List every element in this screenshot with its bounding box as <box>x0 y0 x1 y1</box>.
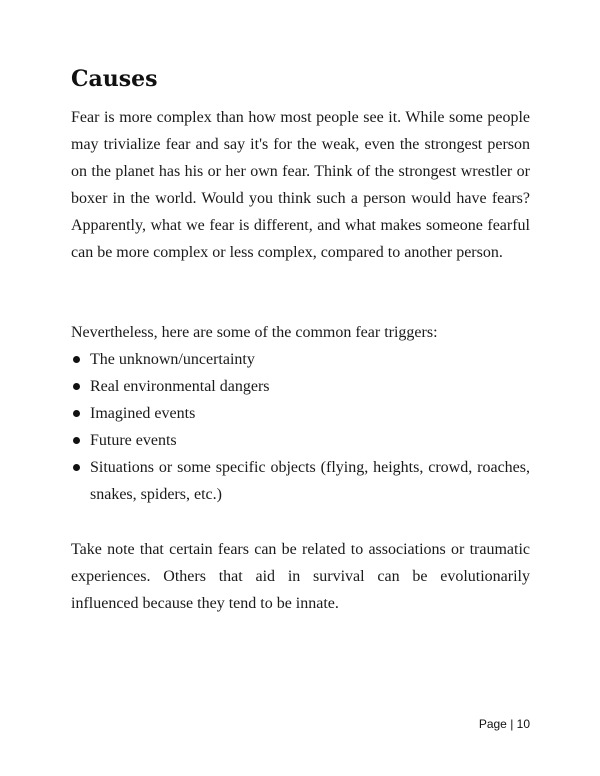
bullet-icon <box>73 383 80 390</box>
intro-paragraph: Fear is more complex than how most people see it. While some people may trivialize fear and say it's for the weak, even the strongest person on the planet has his or her own fear. Think of the strongest wrestler or boxer in the world. Would you think such a person would have fears? Apparently, what we fear is different, and what makes someone fearful can be more complex or less complex, compared to another person. <box>71 109 530 261</box>
list-item <box>71 400 530 427</box>
section-heading: Causes <box>71 66 158 92</box>
list-item-text: Future events <box>90 432 177 449</box>
closing-paragraph: Take note that certain fears can be related to associations or traumatic experiences. Others that aid in survival can be evolutionarily influenced because they tend to be innate. <box>71 541 530 612</box>
list-item <box>71 373 530 400</box>
list-item-text: Real environmental dangers <box>90 378 270 395</box>
bullet-icon <box>73 356 80 363</box>
list-item <box>71 454 530 508</box>
list-item-text: Imagined events <box>90 405 196 422</box>
list-item-text: The unknown/uncertainty <box>90 351 255 368</box>
triggers-intro-paragraph: Nevertheless, here are some of the common fear triggers: <box>71 324 438 341</box>
bullet-icon <box>73 410 80 417</box>
bullet-icon <box>73 437 80 444</box>
list-item <box>71 346 530 373</box>
fear-triggers-list <box>71 346 530 508</box>
bullet-icon <box>73 464 80 471</box>
list-item <box>71 427 530 454</box>
list-item-text: Situations or some specific objects (flying, heights, crowd, roaches, snakes, spiders, etc.) <box>90 459 530 503</box>
page-number: Page | 10 <box>478 717 530 731</box>
